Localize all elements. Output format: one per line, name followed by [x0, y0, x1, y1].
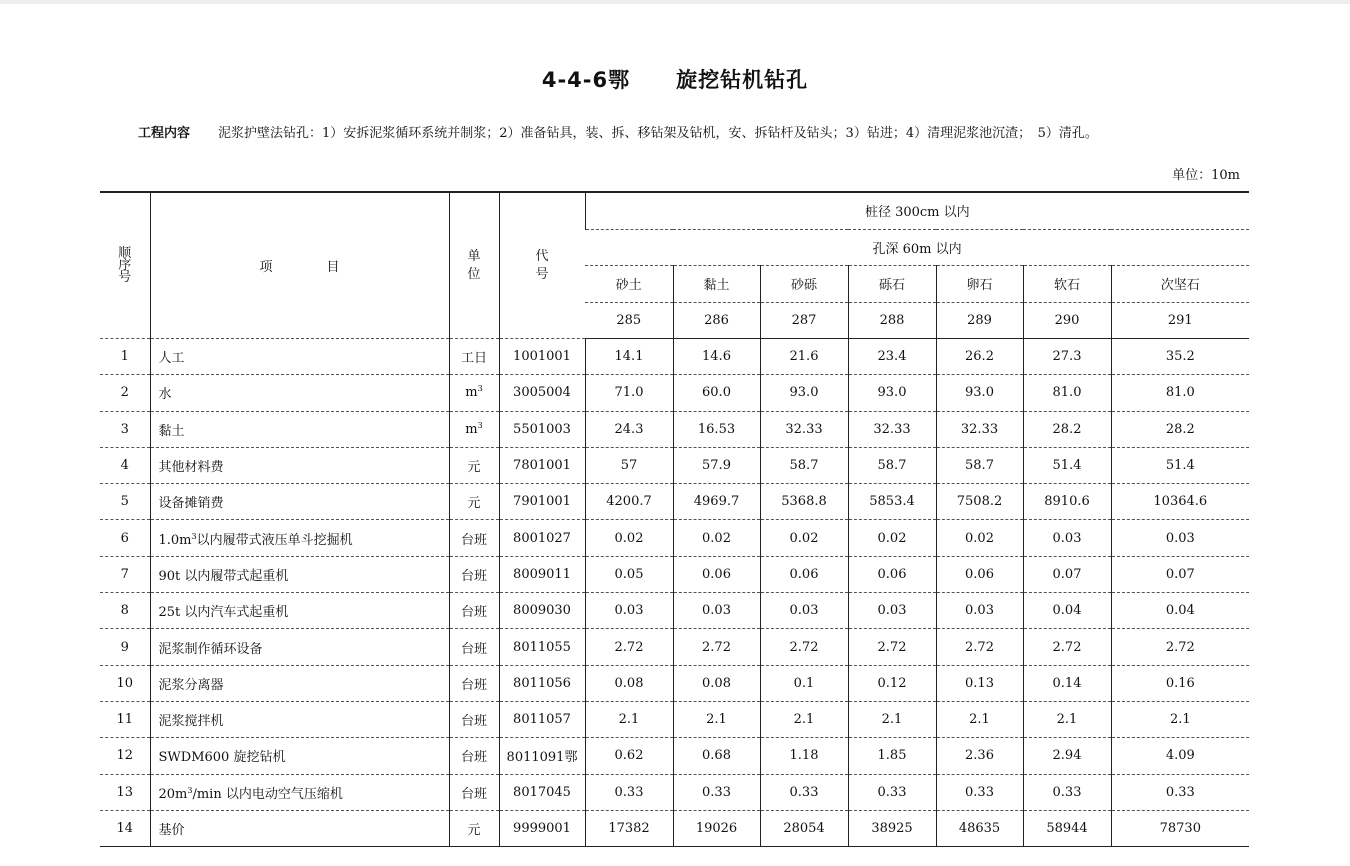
cell-unit: 台班 [449, 665, 499, 701]
cell-unit: 台班 [449, 593, 499, 629]
cell-value: 81.0 [1111, 375, 1249, 411]
cell-value: 0.02 [673, 520, 760, 556]
cell-value: 51.4 [1111, 447, 1249, 483]
cell-value: 0.07 [1023, 556, 1111, 592]
unit-note: 单位：10m [1172, 168, 1240, 183]
cell-code: 8009011 [499, 556, 585, 592]
cell-value: 0.02 [585, 520, 673, 556]
cell-value: 60.0 [673, 375, 760, 411]
quota-code: 4-4-6鄂 [541, 68, 631, 92]
cell-value: 93.0 [936, 375, 1023, 411]
cell-value: 21.6 [760, 339, 848, 375]
cell-value: 26.2 [936, 339, 1023, 375]
cell-value: 2.1 [673, 701, 760, 737]
cell-value: 0.68 [673, 738, 760, 774]
quota-table [100, 191, 1249, 847]
cell-value: 28.2 [1111, 411, 1249, 447]
cell-item: 水 [150, 375, 449, 411]
cell-value: 2.1 [848, 701, 936, 737]
cell-code: 8009030 [499, 593, 585, 629]
cell-item: 25t 以内汽车式起重机 [150, 593, 449, 629]
cell-value: 51.4 [1023, 447, 1111, 483]
cell-value: 0.07 [1111, 556, 1249, 592]
cell-value: 10364.6 [1111, 484, 1249, 520]
header-soil: 砂土 [585, 266, 673, 303]
page-title [0, 64, 1350, 94]
cell-value: 0.08 [585, 665, 673, 701]
cell-code: 5501003 [499, 411, 585, 447]
cell-value: 71.0 [585, 375, 673, 411]
cell-value: 5853.4 [848, 484, 936, 520]
cell-seq: 13 [100, 774, 150, 810]
header-number: 290 [1023, 302, 1111, 339]
cell-value: 7508.2 [936, 484, 1023, 520]
cell-value: 24.3 [585, 411, 673, 447]
cell-value: 57 [585, 447, 673, 483]
header-number: 286 [673, 302, 760, 339]
cell-seq: 2 [100, 375, 150, 411]
cell-code: 8017045 [499, 774, 585, 810]
cell-value: 2.1 [936, 701, 1023, 737]
header-number: 287 [760, 302, 848, 339]
cell-value: 2.1 [585, 701, 673, 737]
table-row [100, 447, 1249, 483]
cell-value: 78730 [1111, 810, 1249, 846]
cell-value: 0.14 [1023, 665, 1111, 701]
cell-unit: 台班 [449, 520, 499, 556]
cell-value: 58.7 [760, 447, 848, 483]
cell-value: 4200.7 [585, 484, 673, 520]
cell-code: 8011055 [499, 629, 585, 665]
cell-item: 泥浆制作循环设备 [150, 629, 449, 665]
cell-seq: 11 [100, 701, 150, 737]
cell-item: 其他材料费 [150, 447, 449, 483]
cell-seq: 6 [100, 520, 150, 556]
header-number: 291 [1111, 302, 1249, 339]
cell-value: 93.0 [848, 375, 936, 411]
cell-value: 23.4 [848, 339, 936, 375]
header-number: 289 [936, 302, 1023, 339]
header-soil: 砾石 [848, 266, 936, 303]
quota-name: 旋挖钻机钻孔 [676, 68, 809, 92]
cell-unit: $m^3$ [449, 375, 499, 411]
cell-value: 32.33 [760, 411, 848, 447]
top-border [0, 0, 1350, 4]
cell-seq: 12 [100, 738, 150, 774]
cell-seq: 14 [100, 810, 150, 846]
cell-value: 0.16 [1111, 665, 1249, 701]
cell-unit: 台班 [449, 629, 499, 665]
cell-value: 93.0 [760, 375, 848, 411]
cell-code: 7801001 [499, 447, 585, 483]
cell-value: 0.33 [936, 774, 1023, 810]
cell-unit: 工日 [449, 339, 499, 375]
cell-item: 设备摊销费 [150, 484, 449, 520]
cell-value: 8910.6 [1023, 484, 1111, 520]
header-number: 288 [848, 302, 936, 339]
work-content [138, 122, 1098, 141]
cell-seq: 5 [100, 484, 150, 520]
cell-value: 28054 [760, 810, 848, 846]
cell-value: 0.33 [1111, 774, 1249, 810]
cell-value: 0.03 [760, 593, 848, 629]
cell-value: 32.33 [936, 411, 1023, 447]
table-row [100, 556, 1249, 592]
cell-value: 32.33 [848, 411, 936, 447]
cell-seq: 10 [100, 665, 150, 701]
cell-unit: 台班 [449, 556, 499, 592]
cell-value: 17382 [585, 810, 673, 846]
cell-value: 2.72 [585, 629, 673, 665]
cell-value: 0.33 [673, 774, 760, 810]
cell-value: 2.1 [1111, 701, 1249, 737]
cell-value: 2.1 [1023, 701, 1111, 737]
cell-value: 0.03 [673, 593, 760, 629]
table-row [100, 484, 1249, 520]
cell-seq: 7 [100, 556, 150, 592]
cell-value: 0.02 [848, 520, 936, 556]
header-soil: 次坚石 [1111, 266, 1249, 303]
header-unit: 单 位 [449, 192, 499, 339]
table-row [100, 810, 1249, 846]
cell-unit: 元 [449, 484, 499, 520]
header-soil: 黏土 [673, 266, 760, 303]
cell-value: 0.08 [673, 665, 760, 701]
table-row [100, 520, 1249, 556]
header-item: 项 目 [150, 192, 449, 339]
header-pile-diameter: 桩径 300cm 以内 [585, 192, 1249, 229]
cell-value: 28.2 [1023, 411, 1111, 447]
cell-item: $1.0m^3$以内履带式液压单斗挖掘机 [150, 520, 449, 556]
table-row [100, 701, 1249, 737]
cell-value: 0.03 [1111, 520, 1249, 556]
header-seq: 顺 序 号 [100, 192, 150, 339]
cell-value: 14.1 [585, 339, 673, 375]
table-row [100, 411, 1249, 447]
table-row [100, 665, 1249, 701]
cell-value: 0.03 [585, 593, 673, 629]
table-row [100, 629, 1249, 665]
cell-code: 8011091鄂 [499, 738, 585, 774]
cell-seq: 3 [100, 411, 150, 447]
header-soil: 砂砾 [760, 266, 848, 303]
cell-value: 0.06 [848, 556, 936, 592]
cell-item: 黏土 [150, 411, 449, 447]
cell-value: 4969.7 [673, 484, 760, 520]
cell-value: 2.72 [673, 629, 760, 665]
cell-value: 0.06 [936, 556, 1023, 592]
cell-value: 0.1 [760, 665, 848, 701]
table-row [100, 774, 1249, 810]
cell-value: 2.72 [848, 629, 936, 665]
cell-value: 0.05 [585, 556, 673, 592]
work-content-label: 工程内容 [138, 126, 191, 141]
cell-value: 58.7 [936, 447, 1023, 483]
cell-value: 16.53 [673, 411, 760, 447]
cell-value: 2.72 [936, 629, 1023, 665]
cell-item: 人工 [150, 339, 449, 375]
cell-value: 2.72 [1023, 629, 1111, 665]
cell-value: 0.06 [760, 556, 848, 592]
cell-unit: $m^3$ [449, 411, 499, 447]
cell-value: 0.04 [1111, 593, 1249, 629]
header-code: 代 号 [499, 192, 585, 339]
cell-value: 0.02 [760, 520, 848, 556]
cell-value: 2.94 [1023, 738, 1111, 774]
cell-value: 81.0 [1023, 375, 1111, 411]
cell-value: 38925 [848, 810, 936, 846]
cell-value: 0.33 [1023, 774, 1111, 810]
cell-code: 9999001 [499, 810, 585, 846]
cell-value: 0.13 [936, 665, 1023, 701]
cell-value: 35.2 [1111, 339, 1249, 375]
table-row [100, 339, 1249, 375]
cell-value: 2.36 [936, 738, 1023, 774]
table-row [100, 738, 1249, 774]
cell-unit: 元 [449, 447, 499, 483]
cell-value: 2.72 [1111, 629, 1249, 665]
cell-seq: 9 [100, 629, 150, 665]
cell-value: 0.04 [1023, 593, 1111, 629]
cell-seq: 1 [100, 339, 150, 375]
cell-item: 90t 以内履带式起重机 [150, 556, 449, 592]
cell-value: 2.72 [760, 629, 848, 665]
cell-code: 8001027 [499, 520, 585, 556]
cell-value: 48635 [936, 810, 1023, 846]
cell-value: 0.02 [936, 520, 1023, 556]
cell-code: 8011056 [499, 665, 585, 701]
cell-item: 泥浆分离器 [150, 665, 449, 701]
cell-value: 57.9 [673, 447, 760, 483]
cell-value: 1.85 [848, 738, 936, 774]
cell-value: 2.1 [760, 701, 848, 737]
cell-value: 0.33 [585, 774, 673, 810]
cell-unit: 台班 [449, 701, 499, 737]
header-number: 285 [585, 302, 673, 339]
header-hole-depth: 孔深 60m 以内 [585, 229, 1249, 266]
cell-value: 0.33 [760, 774, 848, 810]
cell-value: 0.33 [848, 774, 936, 810]
work-content-text: 泥浆护壁法钻孔：1）安拆泥浆循环系统并制浆；2）准备钻具，装、拆、移钻架及钻机，安、拆钻杆及钻头；3）钻进；4）清理泥浆池沉渣； 5）清孔。 [218, 126, 1098, 141]
cell-value: 0.12 [848, 665, 936, 701]
cell-value: 14.6 [673, 339, 760, 375]
cell-value: 4.09 [1111, 738, 1249, 774]
cell-value: 58.7 [848, 447, 936, 483]
cell-code: 1001001 [499, 339, 585, 375]
cell-value: 1.18 [760, 738, 848, 774]
table-row [100, 375, 1249, 411]
cell-value: 0.03 [936, 593, 1023, 629]
cell-unit: 台班 [449, 774, 499, 810]
cell-item: SWDM600 旋挖钻机 [150, 738, 449, 774]
header-row [100, 192, 1249, 229]
cell-item: 基价 [150, 810, 449, 846]
cell-value: 0.62 [585, 738, 673, 774]
cell-value: 19026 [673, 810, 760, 846]
cell-seq: 8 [100, 593, 150, 629]
cell-value: 5368.8 [760, 484, 848, 520]
cell-code: 3005004 [499, 375, 585, 411]
cell-code: 7901001 [499, 484, 585, 520]
cell-value: 58944 [1023, 810, 1111, 846]
cell-item: 泥浆搅拌机 [150, 701, 449, 737]
header-soil: 软石 [1023, 266, 1111, 303]
header-soil: 卵石 [936, 266, 1023, 303]
cell-value: 0.06 [673, 556, 760, 592]
cell-value: 0.03 [848, 593, 936, 629]
cell-unit: 元 [449, 810, 499, 846]
cell-value: 0.03 [1023, 520, 1111, 556]
cell-item: $20m^3/\min$ 以内电动空气压缩机 [150, 774, 449, 810]
cell-value: 27.3 [1023, 339, 1111, 375]
cell-seq: 4 [100, 447, 150, 483]
table-row [100, 593, 1249, 629]
cell-code: 8011057 [499, 701, 585, 737]
cell-unit: 台班 [449, 738, 499, 774]
